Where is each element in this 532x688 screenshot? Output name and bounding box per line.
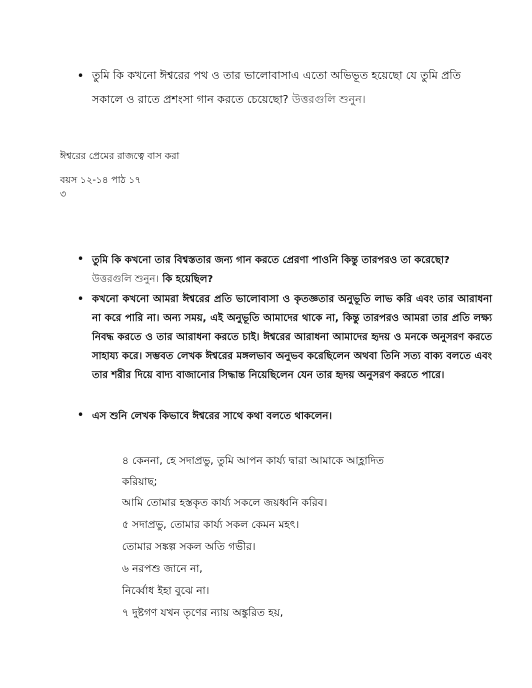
verse-line: নির্ব্বোধ ইহা বুঝে না। xyxy=(122,585,210,597)
verse-line: ৭ দুষ্টগণ যখন তৃণের ন্যায় অঙ্কুরিত হয়, xyxy=(122,607,284,619)
verse-line: ৬ নরপশু জানে না, xyxy=(122,563,203,575)
bullet-marker: • xyxy=(77,252,85,266)
bullet-marker: • xyxy=(77,69,85,83)
question-faithfulness-text: তুমি কি কখনো তার বিশ্বস্ততার জন্য গান করতে প্রেরণা পাওনি কিন্তু তারপরও তা করেছো? xyxy=(92,255,450,266)
question-faithfulness xyxy=(92,251,492,289)
section-number: ৩ xyxy=(60,189,67,200)
worship-paragraph: কখনো কখনো আমরা ঈশ্বরের প্রতি ভালোবাসা ও কৃতজ্ঞতার অনুভূতি লাভ করি এবং তার আরাধনা না করে পারি না। অন্য সময়, এই অনুভূতি আমাদের থাকে না, কিন্তু তারপরও আমরা তার প্রতি লক্ষ্য নিবদ্ধ করতে ও তার আরাধনা করতে চাই। ঈশ্বরের আরাধনা আমাদের হৃদয় ও মনকে অনুসরণ করতে সাহায্য করে। সম্ভবত লেখক ঈশ্বরের মঙ্গলভাব অনুভব করেছিলেন অথবা তিনি সত্য বাক্য বলতে এবং তার শরীর দিয়ে বাদ্য বাজানোর সিদ্ধান্ত নিয়েছিলেন যেন তার হৃদয় অনুসরণ করতে পারে। xyxy=(92,294,492,381)
verse-line: করিয়াছ; xyxy=(122,476,158,488)
bullet-marker: • xyxy=(77,408,85,422)
verse-line: ৪ কেননা, হে সদাপ্রভু, তুমি আপন কার্য্য দ্বারা আমাকে আহ্লাদিত xyxy=(122,455,384,467)
question-faithfulness-tail: উত্তরগুলি শুনুন। xyxy=(92,274,159,285)
intro-question-text: তুমি কি কখনো ঈশ্বরের পথ ও তার ভালোবাসাএ এতো অভিভূত হয়েছো যে তুমি প্রতি সকালে ও রাতে প্রশংসা গান করতে চেয়েছো? xyxy=(92,69,461,106)
age-lesson-line: বয়স ১২-১৪ পাঠ ১৭ xyxy=(60,175,141,186)
question-faithfulness-end: কি হয়েছিল? xyxy=(162,274,214,285)
listen-line: এস শুনি লেখক কিভাবে ঈশ্বরের সাথে কথা বলতে থাকলেন। xyxy=(92,411,332,422)
intro-question xyxy=(92,64,492,112)
verse-line: আমি তোমার হস্তকৃত কার্য্য সকলে জয়ধ্বনি করিব। xyxy=(122,497,328,509)
intro-question-tail: উত্তরগুলি শুনুন। xyxy=(291,93,366,106)
verse-line: ৫ সদাপ্রভু, তোমার কার্য্য সকল কেমন মহৎ। xyxy=(122,519,300,531)
lesson-title: ঈশ্বরের প্রেমের রাজত্বে বাস করা xyxy=(60,151,180,162)
bullet-marker: • xyxy=(77,292,85,306)
verse-line: তোমার সঙ্কল্প সকল অতি গভীর। xyxy=(122,541,256,553)
